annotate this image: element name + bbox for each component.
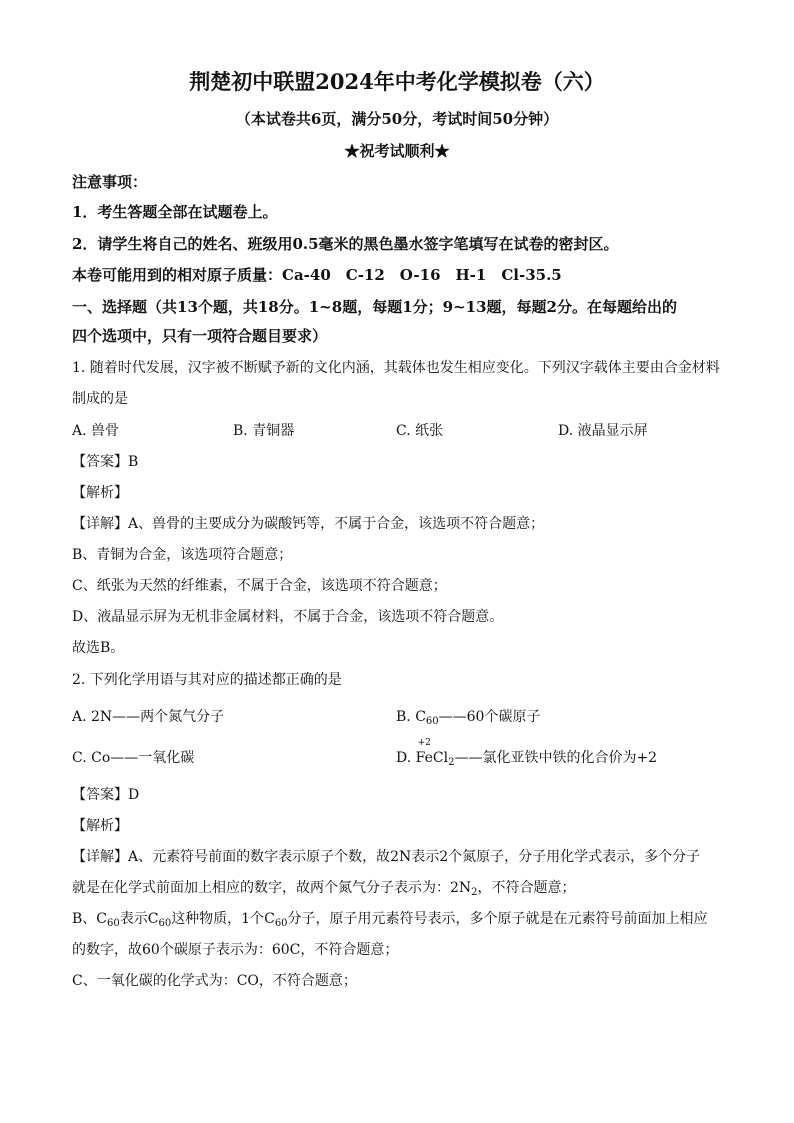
q1-option-a: A. 兽骨 xyxy=(72,423,120,439)
q2-detail-b1-s3: 60 xyxy=(274,918,288,929)
q2-analysis-label: 【解析】 xyxy=(72,818,128,834)
q2-option-b-sub: 60 xyxy=(425,716,439,727)
atomic-mass-note: 本卷可能用到的相对原子质量：Ca-40 C-12 O-16 H-1 Cl-35.5 xyxy=(72,266,562,284)
q2-stem: 2. 下列化学用语与其对应的描述都正确的是 xyxy=(72,672,342,688)
q2-detail-b2: 的数字，故60个碳原子表示为：60C，不符合题意； xyxy=(72,942,399,958)
q1-detail-c: C、纸张为天然的纤维素，不属于合金，该选项不符合题意； xyxy=(72,578,447,594)
q2-detail-b1-s1: 60 xyxy=(107,918,120,929)
q2-option-d-prefix: D. xyxy=(396,750,416,766)
q2-detail-b1-p4: 分子，原子用元素符号表示，多个原子就是在元素符号前面加上相应 xyxy=(287,911,708,927)
q2-option-d-sub: 2 xyxy=(448,757,455,768)
q1-stem-line1: 1. 随着时代发展，汉字被不断赋予新的文化内涵，其载体也发生相应变化。下列汉字载体主要由合金材料 xyxy=(72,360,720,376)
q2-option-d-fe: Fe xyxy=(415,750,433,766)
q2-option-c: C. Co——一氧化碳 xyxy=(72,750,195,766)
q2-option-d-suffix: ——氯化亚铁中铁的化合价为+2 xyxy=(454,750,658,766)
q2-detail-b1-s2: 60 xyxy=(158,918,172,929)
q2-detail-b1-p3: 这种物质，1个C xyxy=(171,911,275,927)
q1-answer: 【答案】B xyxy=(72,454,139,470)
blessing-text: ★祝考试顺利★ xyxy=(344,142,450,160)
q2-option-b xyxy=(396,707,540,727)
q2-option-d-cl: Cl xyxy=(432,750,449,766)
notes-item-1: 1．考生答题全部在试题卷上。 xyxy=(72,203,278,221)
q2-detail-a2-suffix: ，不符合题意； xyxy=(477,880,576,896)
q1-stem-line2: 制成的是 xyxy=(72,391,128,407)
notes-heading: 注意事项： xyxy=(72,173,148,191)
exam-info: （本试卷共6页，满分50分，考试时间50分钟） xyxy=(235,110,559,128)
q1-detail-b: B、青铜为合金，该选项符合题意； xyxy=(72,547,293,563)
q1-option-d: D. 液晶显示屏 xyxy=(558,423,648,439)
q1-conclusion: 故选B。 xyxy=(72,640,125,656)
q2-option-d-fe-charge xyxy=(415,738,433,768)
q2-answer: 【答案】D xyxy=(72,787,140,803)
q1-option-c: C. 纸张 xyxy=(396,423,444,439)
q2-detail-a2-sub: 2 xyxy=(471,887,478,898)
q2-option-a: A. 2N——两个氮气分子 xyxy=(72,709,225,725)
q2-detail-a2-prefix: 就是在化学式前面加上相应的数字，故两个氮气分子表示为：2N xyxy=(72,880,472,896)
q2-detail-b1 xyxy=(72,909,752,929)
q1-analysis-label: 【解析】 xyxy=(72,485,128,501)
notes-item-2: 2．请学生将自己的姓名、班级用0.5毫米的黑色墨水签字笔填写在试卷的密封区。 xyxy=(72,235,619,253)
q1-detail-a: 【详解】A、兽骨的主要成分为碳酸钙等，不属于合金，该选项不符合题意； xyxy=(72,516,545,532)
q2-detail-a1: 【详解】A、元素符号前面的数字表示原子个数，故2N表示2个氮原子，分子用化学式表示，多个分子 xyxy=(72,849,701,865)
section-heading-line2: 四个选项中，只有一项符合题目要求） xyxy=(72,327,328,345)
q2-option-b-prefix: B. C xyxy=(396,709,426,725)
page-title: 荆楚初中联盟2024年中考化学模拟卷（六） xyxy=(189,69,605,94)
section-heading-line1: 一、选择题（共13个题，共18分。1~8题，每题1分；9~13题，每题2分。在每题给出的 xyxy=(72,298,677,316)
q1-detail-d: D、液晶显示屏为无机非金属材料，不属于合金，该选项不符合题意。 xyxy=(72,609,504,625)
q1-option-b: B. 青铜器 xyxy=(233,423,295,439)
q2-detail-a2 xyxy=(72,878,752,898)
q2-detail-b1-p2: 表示C xyxy=(119,911,159,927)
q2-detail-c: C、一氧化碳的化学式为：CO，不符合题意； xyxy=(72,973,357,989)
q2-option-b-suffix: ——60个碳原子 xyxy=(438,709,541,725)
q2-detail-b1-p1: B、C xyxy=(72,911,107,927)
q2-option-d-charge: +2 xyxy=(417,738,431,748)
q2-option-d xyxy=(396,738,658,768)
